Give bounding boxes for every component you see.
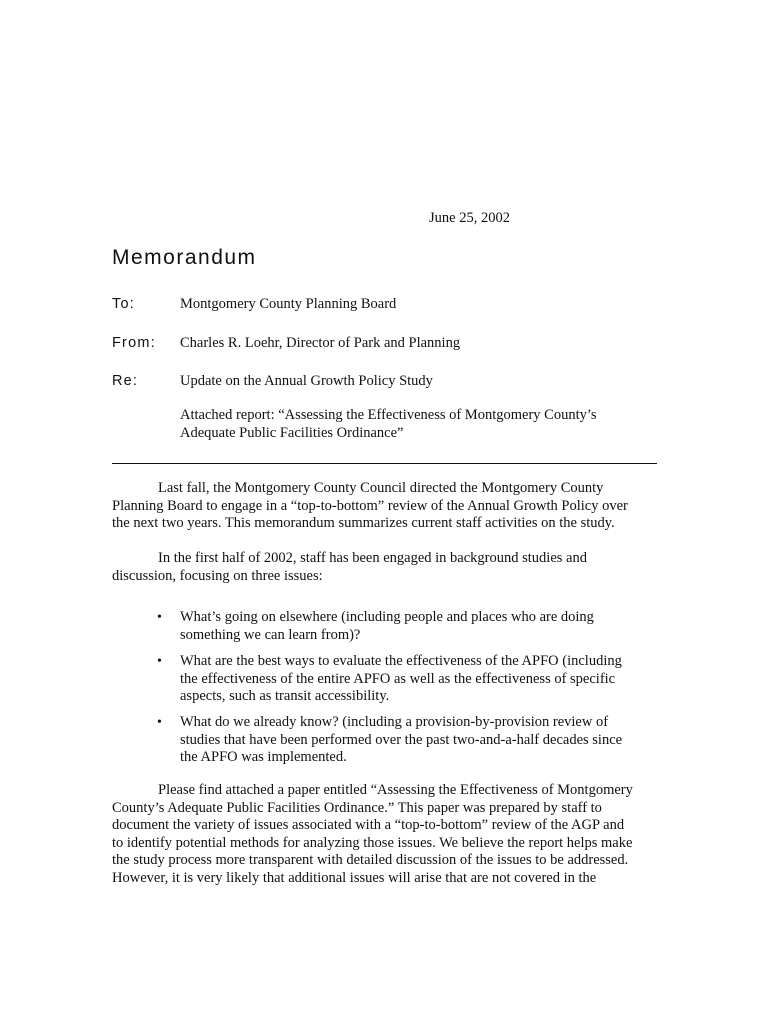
bullet-line: the effectiveness of the entire APFO as well as the effectiveness of specific bbox=[180, 670, 616, 687]
bullet-marker: • bbox=[157, 654, 162, 669]
bullet-item bbox=[180, 609, 594, 644]
paragraph-line: document the variety of issues associated with a “top-to-bottom” review of the AGP and bbox=[112, 817, 625, 833]
bullet-line: the APFO was implemented. bbox=[180, 749, 347, 765]
paragraph-3 bbox=[112, 782, 633, 887]
re-value: Update on the Annual Growth Policy Study bbox=[180, 373, 433, 389]
to-label: To: bbox=[112, 296, 135, 312]
attached-line: Attached report: “Assessing the Effectiveness of Montgomery County’s bbox=[180, 407, 597, 423]
bullet-marker: • bbox=[157, 610, 162, 625]
bullet-line: What are the best ways to evaluate the effectiveness of the APFO (including bbox=[180, 653, 622, 669]
paragraph-line: discussion, focusing on three issues: bbox=[112, 567, 323, 584]
bullet-line: What’s going on elsewhere (including people and places who are doing bbox=[180, 609, 594, 625]
bullet-line: something we can learn from)? bbox=[180, 626, 361, 643]
bullet-line: What do we already know? (including a provision-by-provision review of bbox=[180, 714, 609, 730]
bullet-line: studies that have been performed over the past two-and-a-half decades since bbox=[180, 731, 623, 748]
paragraph-line: In the first half of 2002, staff has been engaged in background studies and bbox=[158, 550, 587, 566]
paragraph-line: County’s Adequate Public Facilities Ordinance.” This paper was prepared by staff to bbox=[112, 799, 602, 816]
attached-report bbox=[180, 406, 620, 442]
bullet-line: aspects, such as transit accessibility. bbox=[180, 688, 390, 704]
paragraph-1 bbox=[112, 480, 628, 533]
from-value: Charles R. Loehr, Director of Park and Planning bbox=[180, 335, 461, 351]
paragraph-2 bbox=[112, 550, 587, 585]
attached-line: Adequate Public Facilities Ordinance” bbox=[180, 425, 404, 441]
paragraph-line: However, it is very likely that additional issues will arise that are not covered in the bbox=[112, 869, 597, 886]
memo-date: June 25, 2002 bbox=[429, 210, 510, 226]
paragraph-line: the study process more transparent with detailed discussion of the issues to be addressed. bbox=[112, 852, 629, 868]
paragraph-line: Please find attached a paper entitled “Assessing the Effectiveness of Montgomery bbox=[158, 782, 633, 798]
paragraph-line: Last fall, the Montgomery County Council directed the Montgomery County bbox=[158, 480, 604, 496]
bullet-item bbox=[180, 714, 622, 767]
bullet-item bbox=[180, 653, 622, 706]
paragraph-line: Planning Board to engage in a “top-to-bottom” review of the Annual Growth Policy over bbox=[112, 497, 628, 514]
bullet-marker: • bbox=[157, 715, 162, 730]
paragraph-line: the next two years. This memorandum summarizes current staff activities on the study. bbox=[112, 515, 615, 531]
divider-rule bbox=[112, 463, 657, 464]
paragraph-line: to identify potential methods for analyzing those issues. We believe the report helps make bbox=[112, 834, 633, 851]
from-label: From: bbox=[112, 335, 156, 351]
re-label: Re: bbox=[112, 373, 139, 389]
memo-title: Memorandum bbox=[112, 246, 257, 269]
to-value: Montgomery County Planning Board bbox=[180, 296, 397, 312]
